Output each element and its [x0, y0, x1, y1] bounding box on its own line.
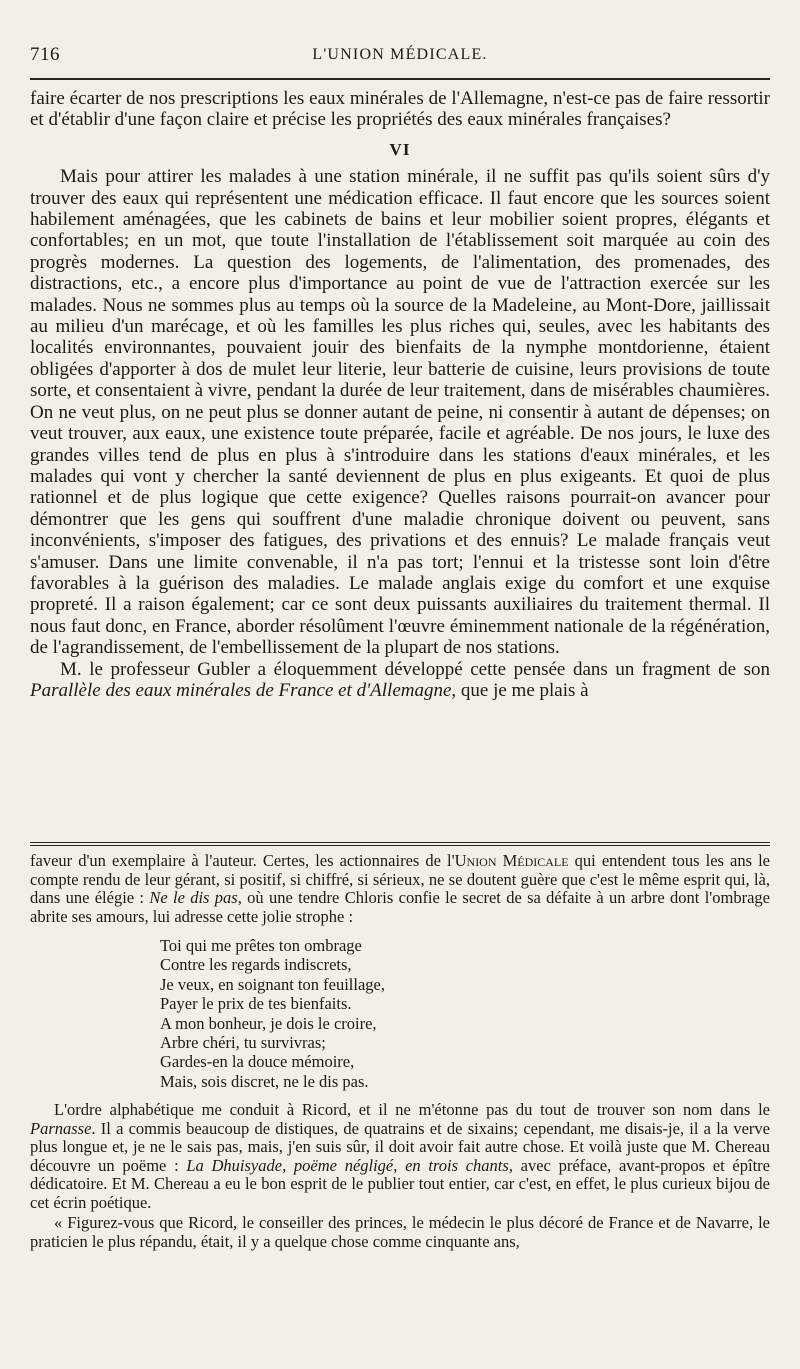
poem-verse: Mais, sois discret, ne le dis pas.: [160, 1071, 369, 1091]
poem: [160, 936, 770, 1091]
text-run: . Il a commis beaucoup de distiques, de quatrains et de sixains; cependant, me disais-je, il a la verve plus longue et, je ne le sais pas, mais, j'en suis sûr, il doit avoir fait autre chose. Et voilà juste que M. Chereau découvre un poëme :: [30, 1118, 770, 1175]
elegy-title: Ne le dis pas: [149, 888, 238, 907]
poem-verse: Gardes-en la douce mémoire,: [160, 1052, 355, 1072]
feuilleton-paragraph-quote: « Figurez-vous que Ricord, le conseiller des princes, le médecin le plus décoré de France et de Navarre, le praticien le plus répandu, était, il y a quelque chose comme cinquante ans,: [30, 1213, 770, 1251]
text-run: , que je me plais à: [451, 679, 589, 701]
text-run: , où une tendre Chloris confie le secret de sa défaite à un arbre dont l'ombrage abrite ses amours, lui adresse cette jolie strophe :: [30, 888, 770, 926]
journal-name: Union Médicale: [454, 851, 569, 870]
book-title: Parnasse: [30, 1118, 92, 1138]
feuilleton-paragraph-ricord: [30, 1101, 770, 1212]
journal-title: L'UNION MÉDICALE.: [312, 46, 488, 63]
feuilleton-text: [30, 852, 770, 1251]
body-paragraph-gubler: [30, 659, 770, 702]
text-run: faveur d'un exemplaire à l'auteur. Certes, les actionnaires de l': [30, 851, 455, 870]
poem-title: La Dhuisyade, poëme négligé, en trois chants: [186, 1155, 509, 1175]
intro-paragraph: faire écarter de nos prescriptions les eaux minérales de l'Allemagne, n'est-ce pas de faire ressortir et d'établir d'une façon claire et précise les propriétés des eaux minérales françaises?: [30, 88, 770, 131]
cited-work-title: Parallèle des eaux minérales de France et d'Allemagne: [30, 679, 452, 701]
page-number: 716: [30, 44, 60, 65]
poem-verse: Arbre chéri, tu survivras;: [160, 1033, 326, 1053]
text-run: qui entendent tous les ans le compte rendu de leur gérant, si positif, si chiffré, si sérieux, ne se doutent guère que c'est le même esprit qui, là, dans une élégie :: [30, 851, 771, 907]
poem-verse: Je veux, en soignant ton feuillage,: [160, 974, 385, 994]
poem-verse: Toi qui me prêtes ton ombrage: [160, 936, 362, 955]
feuilleton-paragraph: [30, 852, 770, 926]
body-paragraph: Mais pour attirer les malades à une station minérale, il ne suffit pas qu'ils soient sûrs d'y trouver des eaux qui représentent une médication efficace. Il faut encore que les sources soient habilement aménagées, que les cabinets de bains et leur mobilier soient propres, élégants et confortables; en un mot, que toute l'installation de l'établissement soit marquée au coin des progrès modernes. La question des logements, de l'alimentation, des promenades, des distractions, etc., a encore plus d'importance au point de vue de l'attraction exercée sur les malades. Nous ne sommes plus au temps où la source de la Madeleine, au Mont-Dore, jaillissait au milieu d'un marécage, et où les familles les plus riches qui, seules, avec les habitants des localités environnantes, pouvaient jouir des bienfaits de la nymphe montdorienne, étaient obligées d'apporter à dos de mulet leur literie, leur batterie de cuisine, leurs provisions de toute sorte, et consentaient à vivre, pendant la durée de leur traitement, dans de misérables chaumières. On ne veut plus, on ne peut plus se donner autant de peine, ni consentir à autant de dépenses; on veut trouver, aux eaux, une existence toute préparée, facile et agréable. De nos jours, le luxe des grandes villes tend de plus en plus à s'introduire dans les stations d'eaux minérales, et les malades qui vont y chercher la santé deviennent de plus en plus exigeants. Et quoi de plus rationnel et de plus logique que cette exigence? Quelles raisons pourrait-on avancer pour démontrer que les gens qui souffrent d'une maladie chronique doivent ou peuvent, sans inconvénients, s'imposer des fatigues, des privations et des ennuis? Le malade français veut s'amuser. Dans une limite convenable, il n'a pas tort; l'ennui et la tristesse sont loin d'être favorables à la guérison des maladies. Le malade anglais exige du comfort et une exquise propreté. Il a raison également; car ce sont deux puissants auxiliaires du traitement thermal. Il nous faut donc, en France, aborder résolûment l'œuvre éminemment nationale de la régénération, de l'agrandissement, de l'embellissement de la plupart de nos stations.: [30, 166, 770, 659]
poem-verse: A mon bonheur, je dois le croire,: [160, 1013, 377, 1033]
text-run: L'ordre alphabétique me conduit à Ricord, et il ne m'étonne pas du tout de trouver son nom dans le: [54, 1100, 770, 1120]
poem-verse: Contre les regards indiscrets,: [160, 955, 352, 975]
running-header: [0, 40, 800, 70]
main-text: [30, 88, 770, 701]
poem-verse: Payer le prix de tes bienfaits.: [160, 994, 352, 1014]
text-run: M. le professeur Gubler a éloquemment développé cette pensée dans un fragment de son: [60, 658, 770, 680]
text-run: , avec préface, avant-propos et épître dédicatoire. Et M. Chereau a eu le bon esprit de le publier tout entier, car c'est, en effet, le plus curieux bijou de cet écrin poétique.: [30, 1155, 770, 1212]
footnote-rule: [30, 842, 770, 846]
section-heading: VI: [389, 139, 411, 159]
header-rule: [30, 78, 770, 80]
